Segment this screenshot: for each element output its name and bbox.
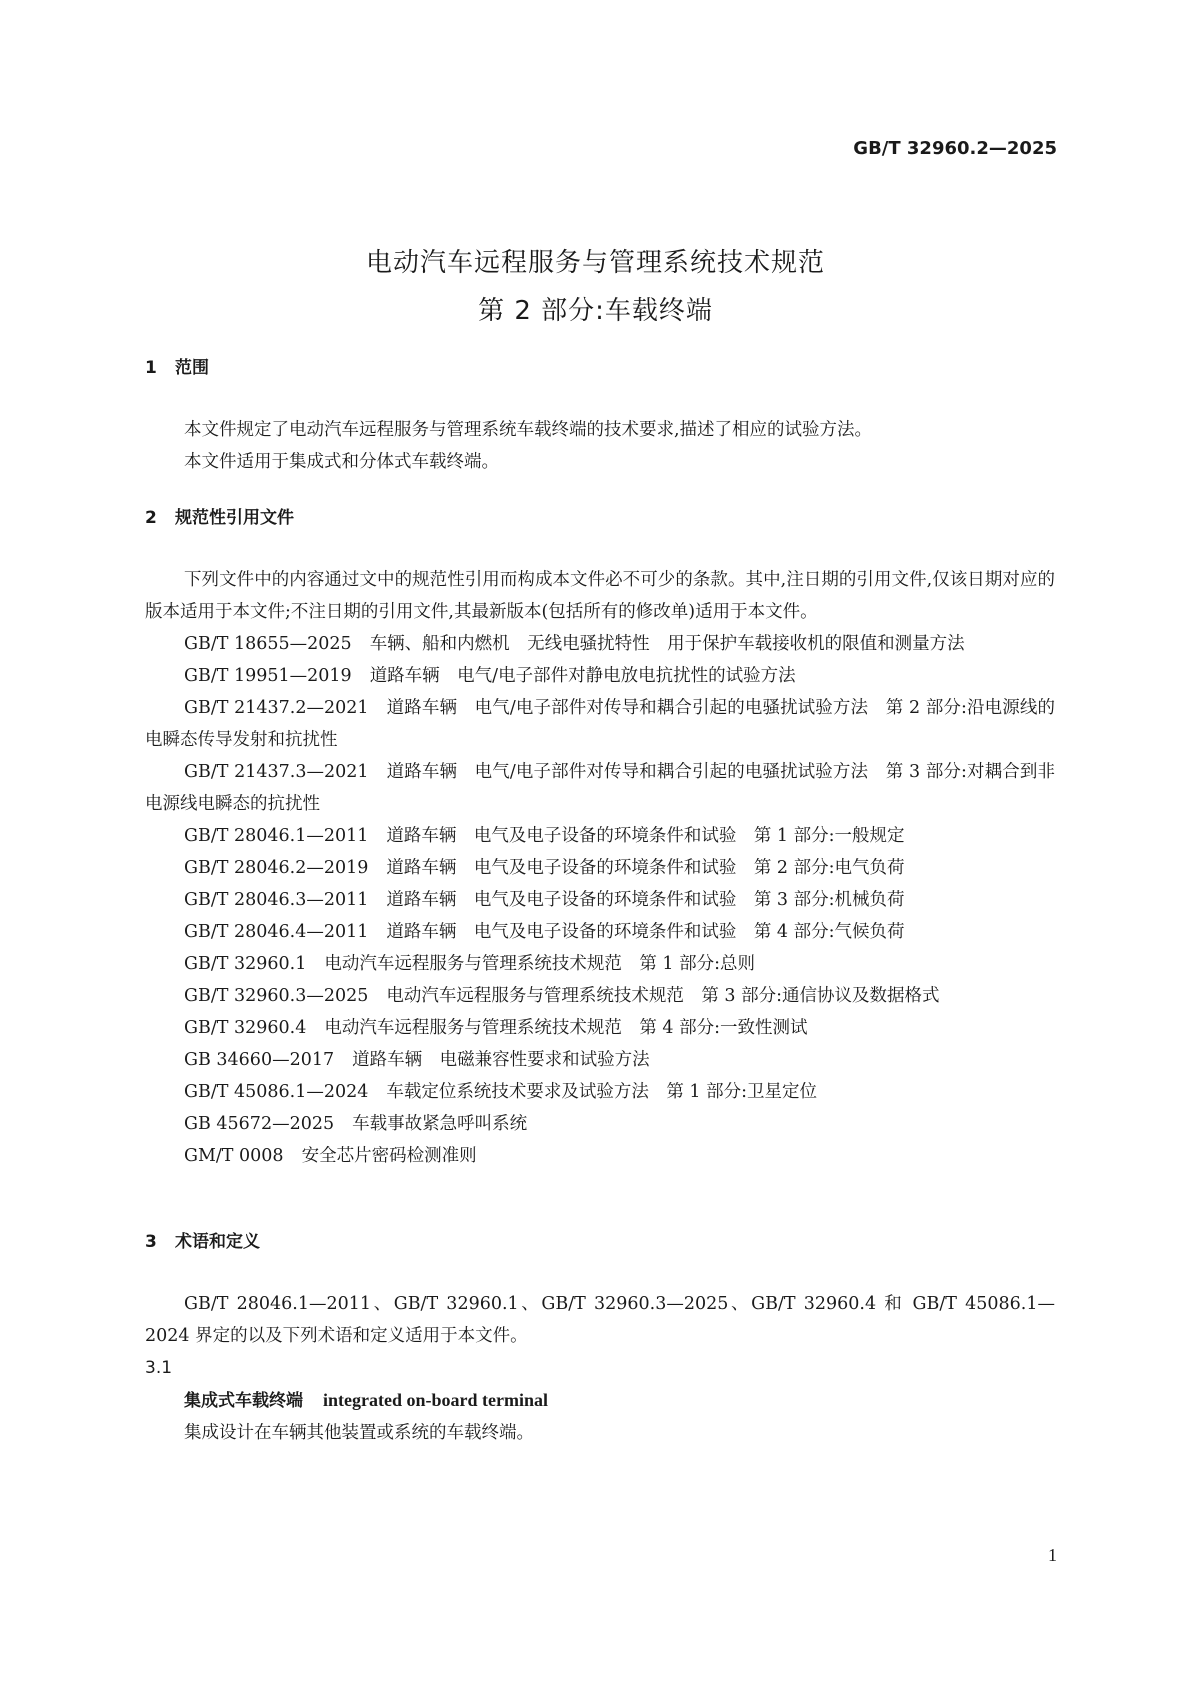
reference-item xyxy=(145,692,1055,756)
section-title: 术语和定义 xyxy=(175,1232,260,1252)
paragraph: 本文件适用于集成式和分体式车载终端。 xyxy=(184,452,499,472)
reference-code: GB 34660—2017 xyxy=(184,1050,335,1070)
section-number: 1 xyxy=(145,358,157,378)
term-definition: 集成设计在车辆其他装置或系统的车载终端。 xyxy=(184,1423,534,1443)
reference-code: GB/T 21437.3—2021 xyxy=(184,762,369,782)
reference-title: 安全芯片密码检测准则 xyxy=(301,1146,477,1166)
reference-title: 道路车辆 电气及电子设备的环境条件和试验 第 4 部分:气候负荷 xyxy=(386,922,905,942)
reference-item xyxy=(145,1108,1055,1140)
reference-item xyxy=(145,980,1055,1012)
reference-code: GB/T 28046.4—2011 xyxy=(184,922,369,942)
reference-code: GB 45672—2025 xyxy=(184,1114,335,1134)
term-english: integrated on-board terminal xyxy=(323,1390,548,1410)
section-terms xyxy=(145,1226,1055,1449)
section-heading xyxy=(145,352,1055,384)
section-number: 2 xyxy=(145,508,157,528)
reference-code: GB/T 18655—2025 xyxy=(184,634,352,654)
reference-item xyxy=(145,660,1055,692)
reference-list xyxy=(145,628,1055,1172)
reference-item xyxy=(145,1044,1055,1076)
reference-item xyxy=(145,916,1055,948)
reference-title: 道路车辆 电气及电子设备的环境条件和试验 第 2 部分:电气负荷 xyxy=(386,858,905,878)
paragraph: 本文件规定了电动汽车远程服务与管理系统车载终端的技术要求,描述了相应的试验方法。 xyxy=(184,420,873,440)
section-number: 3 xyxy=(145,1232,157,1252)
section-normative-references xyxy=(145,502,1055,1172)
reference-title: 电动汽车远程服务与管理系统技术规范 第 4 部分:一致性测试 xyxy=(324,1018,808,1038)
reference-title: 车载定位系统技术要求及试验方法 第 1 部分:卫星定位 xyxy=(386,1082,818,1102)
term-entry xyxy=(145,1384,1055,1417)
reference-item xyxy=(145,852,1055,884)
document-code: GB/T 32960.2—2025 xyxy=(853,138,1057,159)
section-scope xyxy=(145,352,1055,478)
document-subtitle: 第 2 部分:车载终端 xyxy=(478,296,713,326)
reference-title: 车载事故紧急呼叫系统 xyxy=(352,1114,528,1134)
reference-item xyxy=(145,1076,1055,1108)
section-heading xyxy=(145,502,1055,534)
reference-item xyxy=(145,756,1055,820)
document-title: 电动汽车远程服务与管理系统技术规范 xyxy=(365,248,825,278)
reference-code: GB/T 19951—2019 xyxy=(184,666,352,686)
reference-item xyxy=(145,628,1055,660)
reference-title: 道路车辆 电气及电子设备的环境条件和试验 第 1 部分:一般规定 xyxy=(386,826,905,846)
paragraph: 下列文件中的内容通过文中的规范性引用而构成本文件必不可少的条款。其中,注日期的引用文件,仅该日期对应的版本适用于本文件;不注日期的引用文件,其最新版本(包括所有的修改单)适用于本文件。 xyxy=(145,570,1055,622)
section-heading xyxy=(145,1226,1055,1258)
reference-code: GB/T 32960.3—2025 xyxy=(184,986,369,1006)
clause-number: 3.1 xyxy=(145,1358,173,1378)
reference-code: GB/T 21437.2—2021 xyxy=(184,698,369,718)
term-chinese: 集成式车载终端 xyxy=(184,1391,303,1411)
section-title: 规范性引用文件 xyxy=(175,508,294,528)
page-number: 1 xyxy=(1048,1545,1057,1565)
reference-item xyxy=(145,884,1055,916)
reference-code: GB/T 32960.4 xyxy=(184,1018,307,1038)
reference-item xyxy=(145,1140,1055,1172)
reference-title: 道路车辆 电气/电子部件对传导和耦合引起的电骚扰试验方法 第 2 部分:沿电源线的电瞬态传导发射和抗扰性 xyxy=(145,698,1055,750)
reference-title: 道路车辆 电气/电子部件对静电放电抗扰性的试验方法 xyxy=(369,666,796,686)
reference-code: GB/T 28046.3—2011 xyxy=(184,890,369,910)
reference-title: 道路车辆 电磁兼容性要求和试验方法 xyxy=(352,1050,650,1070)
section-title: 范围 xyxy=(175,358,209,378)
reference-title: 电动汽车远程服务与管理系统技术规范 第 3 部分:通信协议及数据格式 xyxy=(386,986,940,1006)
reference-title: 道路车辆 电气及电子设备的环境条件和试验 第 3 部分:机械负荷 xyxy=(386,890,905,910)
reference-code: GM/T 0008 xyxy=(184,1146,284,1166)
paragraph: GB/T 28046.1—2011、GB/T 32960.1、GB/T 32960.3—2025、GB/T 32960.4 和 GB/T 45086.1—2024 界定的以及下列术语和定义适用于本文件。 xyxy=(145,1294,1055,1346)
reference-title: 车辆、船和内燃机 无线电骚扰特性 用于保护车载接收机的限值和测量方法 xyxy=(369,634,965,654)
reference-code: GB/T 45086.1—2024 xyxy=(184,1082,369,1102)
reference-code: GB/T 28046.2—2019 xyxy=(184,858,369,878)
reference-title: 道路车辆 电气/电子部件对传导和耦合引起的电骚扰试验方法 第 3 部分:对耦合到非电源线电瞬态的抗扰性 xyxy=(145,762,1055,814)
reference-code: GB/T 28046.1—2011 xyxy=(184,826,369,846)
reference-code: GB/T 32960.1 xyxy=(184,954,307,974)
reference-item xyxy=(145,1012,1055,1044)
reference-item xyxy=(145,820,1055,852)
reference-title: 电动汽车远程服务与管理系统技术规范 第 1 部分:总则 xyxy=(324,954,755,974)
reference-item xyxy=(145,948,1055,980)
